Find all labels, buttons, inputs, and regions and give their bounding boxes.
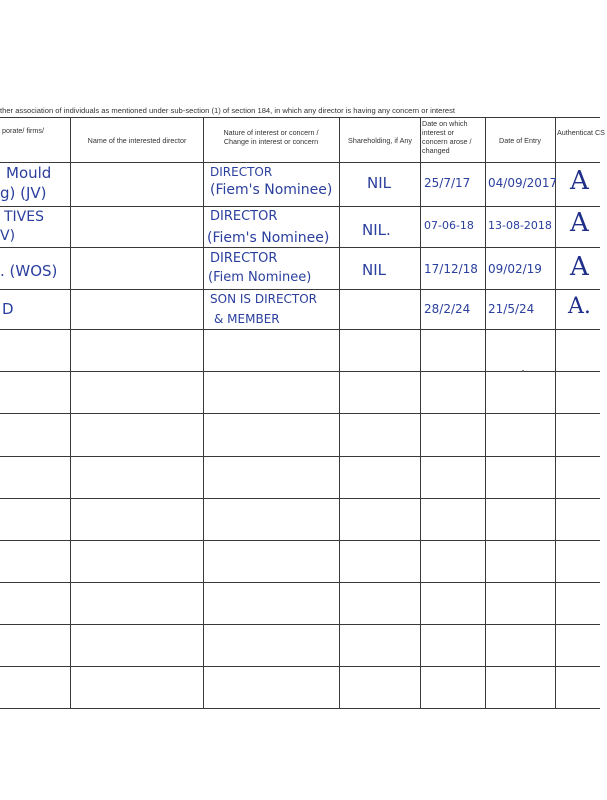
column-rule	[555, 117, 556, 709]
register-caption: ther association of individuals as mentioned under sub-section (1) of section 184, in which any director is having any concern or interest	[0, 106, 456, 115]
row2-authentication-initials: A	[570, 208, 589, 238]
row1-company-line2: g) (JV)	[0, 184, 47, 202]
row1-authentication-initials: A	[570, 166, 589, 196]
row1-date-of-entry: 04/09/2017	[488, 176, 558, 190]
header-company: porate/ firms/	[2, 126, 44, 135]
table-bottom-border	[0, 708, 600, 709]
header-interested-director: Name of the interested director	[87, 136, 187, 145]
header-shareholding: Shareholding, if Any	[348, 136, 412, 145]
row1-shareholding: NIL	[367, 174, 392, 192]
header-date-arose: Date on which interest or concern arose / changed	[422, 119, 472, 155]
row-rule	[0, 582, 600, 583]
row2-date-of-entry: 13-08-2018	[488, 219, 552, 232]
column-rule	[420, 117, 421, 709]
row4-company-line1: D	[2, 300, 14, 318]
row-rule	[0, 498, 600, 499]
ink-dot	[522, 370, 524, 372]
row3-date-of-entry: 09/02/19	[488, 262, 542, 276]
row-rule	[0, 666, 600, 667]
row-rule	[0, 371, 600, 372]
header-nature-of-interest: Nature of interest or concern / Change in interest or concern	[223, 128, 319, 146]
row3-company-line1: . (WOS)	[0, 262, 58, 280]
row2-date-arose: 07-06-18	[424, 219, 474, 232]
row2-nature-line1: DIRECTOR	[210, 209, 278, 224]
row1-date-arose: 25/7/17	[424, 176, 471, 190]
row2-shareholding: NIL.	[362, 221, 391, 239]
row4-date-arose: 28/2/24	[424, 302, 471, 316]
column-rule	[485, 117, 486, 709]
column-rule	[70, 117, 71, 709]
row3-authentication-initials: A	[570, 252, 589, 282]
row-rule	[0, 624, 600, 625]
column-rule	[203, 117, 204, 709]
row1-company-line1: Mould	[6, 164, 52, 182]
column-rule	[339, 117, 340, 709]
row1-nature-line2: (Fiem's Nominee)	[210, 182, 333, 198]
header-bottom-rule	[0, 162, 600, 163]
row2-nature-line2: (Fiem's Nominee)	[207, 230, 330, 246]
row-rule	[0, 206, 600, 207]
row-rule	[0, 289, 600, 290]
table-top-border	[0, 117, 600, 118]
row2-company-line2: V)	[0, 228, 16, 244]
row3-nature-line2: (Fiem Nominee)	[208, 270, 312, 285]
row4-nature-line1: SON IS DIRECTOR	[210, 292, 318, 306]
row-rule	[0, 413, 600, 414]
row-rule	[0, 329, 600, 330]
row-rule	[0, 247, 600, 248]
row-rule	[0, 456, 600, 457]
header-authentication: Authenticat CS	[557, 128, 605, 137]
row3-nature-line1: DIRECTOR	[210, 251, 278, 266]
row4-date-of-entry: 21/5/24	[488, 302, 535, 316]
row1-nature-line1: DIRECTOR	[210, 165, 273, 179]
header-date-of-entry: Date of Entry	[499, 136, 541, 145]
row4-authentication-initials: A.	[568, 294, 591, 319]
row4-nature-line2: & MEMBER	[214, 312, 280, 326]
row2-company-line1: TIVES	[4, 209, 44, 225]
row3-date-arose: 17/12/18	[424, 262, 478, 276]
row-rule	[0, 540, 600, 541]
row3-shareholding: NIL	[362, 261, 387, 279]
